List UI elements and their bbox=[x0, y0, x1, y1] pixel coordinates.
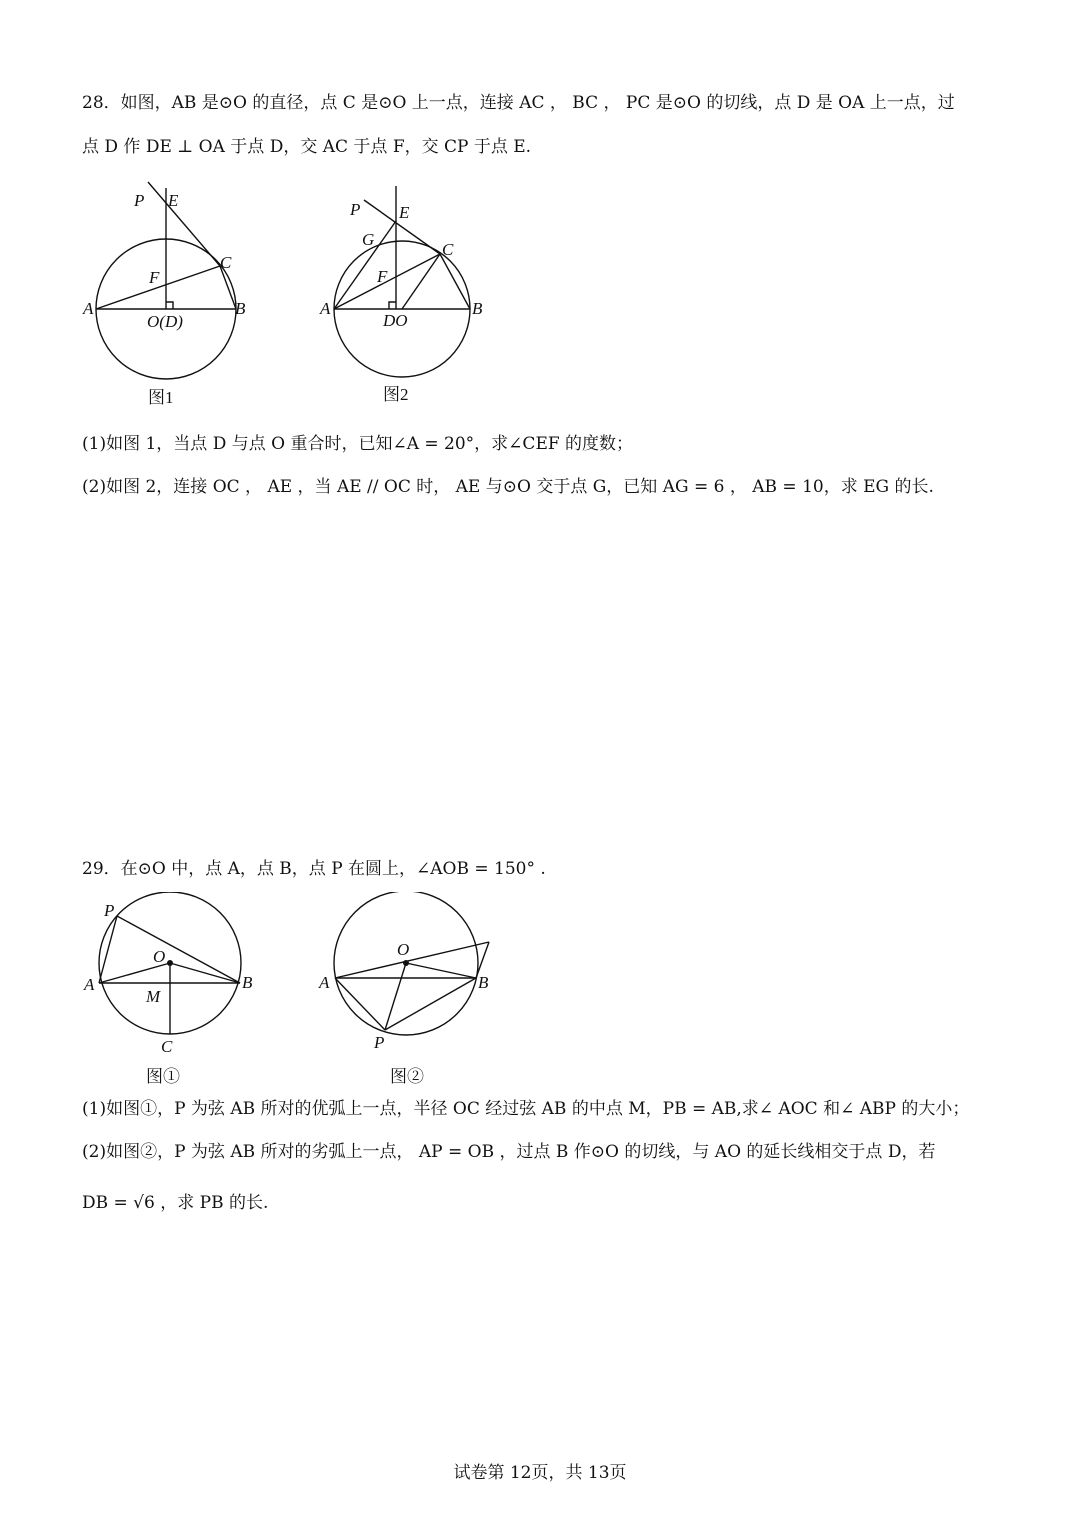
q29-stem: 29．在⊙O 中，点 A，点 B，点 P 在圆上，∠AOB = 150° . bbox=[82, 859, 546, 879]
q29-fig2-center-dot bbox=[403, 960, 409, 966]
q28-fig1-label-e: E bbox=[168, 191, 179, 210]
q28-fig1-right-angle-mark bbox=[166, 302, 173, 309]
q28-fig2-label-a: A bbox=[320, 299, 331, 318]
q29-fig1-chord-pa bbox=[99, 916, 117, 983]
q28-fig1-label-od: O(D) bbox=[147, 312, 183, 331]
q28-fig2-label-p: P bbox=[350, 200, 361, 219]
q28-fig2-label-e: E bbox=[399, 203, 410, 222]
q29-fig1-radius-ob bbox=[170, 963, 240, 983]
q28-fig2-label-f: F bbox=[377, 267, 388, 286]
q28-fig1-label-p: P bbox=[134, 191, 145, 210]
q28-fig1-tangent-pc bbox=[148, 182, 220, 266]
q29-fig2-label-b: B bbox=[478, 973, 489, 992]
page-footer: 试卷第 12页，共 13页 bbox=[453, 1463, 627, 1483]
q28-fig2-right-angle-mark bbox=[389, 302, 396, 309]
q28-fig2-label-c: C bbox=[442, 240, 454, 259]
q29-part2-line1: (2)如图②，P 为弦 AB 所对的劣弧上一点， AP = OB ，过点 B 作⊙O 的切线，与 AO 的延长线相交于点 D，若 bbox=[82, 1142, 936, 1162]
q28-fig2-caption: 图2 bbox=[383, 385, 409, 404]
q28-fig2-label-b: B bbox=[472, 299, 483, 318]
q29-part1: (1)如图①，P 为弦 AB 所对的优弧上一点，半径 OC 经过弦 AB 的中点 M，PB = AB,求∠ AOC 和∠ ABP 的大小； bbox=[82, 1099, 970, 1119]
q29-fig1-radius-oa bbox=[99, 963, 170, 983]
q29-fig1-caption: 图① bbox=[146, 1067, 180, 1086]
q29-fig2-label-a: A bbox=[319, 973, 330, 992]
q29-fig1-label-p: P bbox=[104, 901, 115, 920]
q28-fig2-radius-oc bbox=[402, 254, 440, 309]
q28-part2: (2)如图 2，连接 OC ， AE ，当 AE // OC 时， AE 与⊙O 交于点 G，已知 AG = 6 ， AB = 10，求 EG 的长. bbox=[82, 477, 934, 497]
q29-fig1-label-b: B bbox=[242, 973, 253, 992]
q28-fig2-label-g: G bbox=[362, 230, 375, 249]
q29-fig1-label-a: A bbox=[84, 975, 95, 994]
q29-fig2-caption: 图② bbox=[390, 1067, 424, 1086]
q28-fig2-label-do: DO bbox=[383, 311, 408, 330]
q28-fig1-label-b: B bbox=[235, 299, 246, 318]
q29-fig2-label-p: P bbox=[374, 1033, 385, 1052]
q28-fig1-label-a: A bbox=[83, 299, 94, 318]
q28-figure-2 bbox=[315, 176, 495, 411]
q28-part1: (1)如图 1，当点 D 与点 O 重合时，已知∠A = 20°，求∠CEF 的度数； bbox=[82, 434, 634, 454]
q29-fig2-label-o: O bbox=[397, 940, 410, 959]
q29-fig2-radius-ob bbox=[406, 963, 476, 978]
q28-stem-line1: 28．如图，AB 是⊙O 的直径，点 C 是⊙O 上一点，连接 AC ， BC ， PC 是⊙O 的切线，点 D 是 OA 上一点，过 bbox=[82, 93, 955, 113]
q29-fig1-center-dot bbox=[167, 960, 173, 966]
q28-fig2-chord-bc bbox=[440, 254, 470, 309]
q29-fig1-label-c: C bbox=[161, 1037, 173, 1056]
q29-fig1-label-o: O bbox=[153, 947, 166, 966]
q29-fig1-label-m: M bbox=[146, 987, 161, 1006]
q28-fig1-chord-bc bbox=[220, 266, 236, 309]
q29-part2-line2: DB = √6 ，求 PB 的长. bbox=[82, 1193, 269, 1213]
q29-figure-2 bbox=[315, 892, 505, 1092]
q29-fig2-line-ad bbox=[335, 942, 489, 978]
q28-figure-1 bbox=[78, 176, 268, 411]
q29-fig2-chord-ap bbox=[335, 978, 385, 1030]
q28-fig1-caption: 图1 bbox=[148, 388, 174, 407]
q28-fig1-label-c: C bbox=[220, 253, 232, 272]
q29-figure-1 bbox=[78, 892, 268, 1092]
q28-fig1-label-f: F bbox=[149, 268, 160, 287]
q28-stem-line2: 点 D 作 DE ⊥ OA 于点 D，交 AC 于点 F，交 CP 于点 E. bbox=[82, 137, 532, 157]
